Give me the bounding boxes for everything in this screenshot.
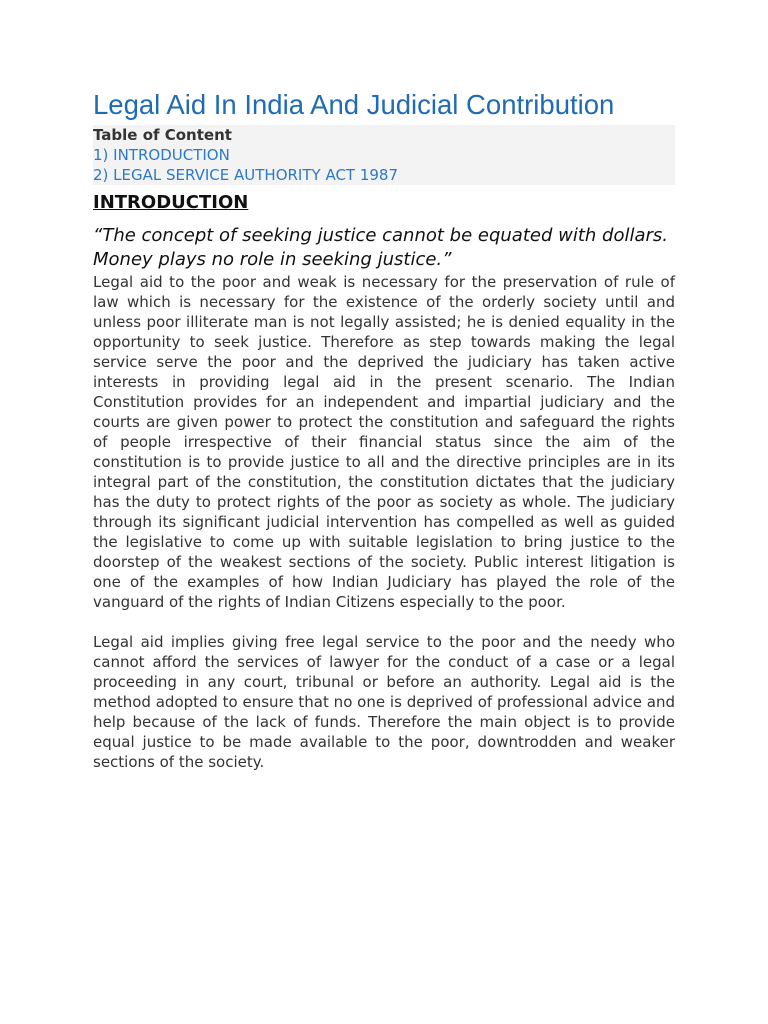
- toc-link-introduction[interactable]: 1) INTRODUCTION: [93, 146, 230, 164]
- table-of-contents: [93, 125, 675, 185]
- page-title: Legal Aid In India And Judicial Contribution: [93, 89, 615, 120]
- document-page: [93, 88, 675, 772]
- body-paragraph: Legal aid to the poor and weak is necessary for the preservation of rule of law which is necessary for the existence of the orderly society until and unless poor illiterate man is not legally assisted; he is denied equality in the opportunity to seek justice. Therefore as step towards making the legal service serve the poor and the deprived the judiciary has taken active interests in providing legal aid in the present scenario. The Indian Constitution provides for an independent and impartial judiciary and the courts are given power to protect the constitution and safeguard the rights of people irrespective of their financial status since the aim of the constitution is to provide justice to all and the directive principles are in its integral part of the constitution, the constitution dictates that the judiciary has the duty to protect rights of the poor as society as whole. The judiciary through its significant judicial intervention has compelled as well as guided the legislative to come up with suitable legislation to bring justice to the doorstep of the weakest sections of the society. Public interest litigation is one of the examples of how Indian Judiciary has played the role of the vanguard of the rights of Indian Citizens especially to the poor.: [93, 273, 675, 611]
- toc-heading: Table of Content: [93, 126, 232, 144]
- toc-link-legal-service-authority-act[interactable]: 2) LEGAL SERVICE AUTHORITY ACT 1987: [93, 166, 399, 184]
- opening-quote: “The concept of seeking justice cannot be equated with dollars. Money plays no role in seeking justice.”: [93, 225, 668, 270]
- body-paragraph: Legal aid implies giving free legal service to the poor and the needy who cannot afford the services of lawyer for the conduct of a case or a legal proceeding in any court, tribunal or before an authority. Legal aid is the method adopted to ensure that no one is deprived of professional advice and help because of the lack of funds. Therefore the main object is to provide equal justice to be made available to the poor, downtrodden and weaker sections of the society.: [93, 633, 675, 771]
- section-heading-introduction: INTRODUCTION: [93, 192, 249, 213]
